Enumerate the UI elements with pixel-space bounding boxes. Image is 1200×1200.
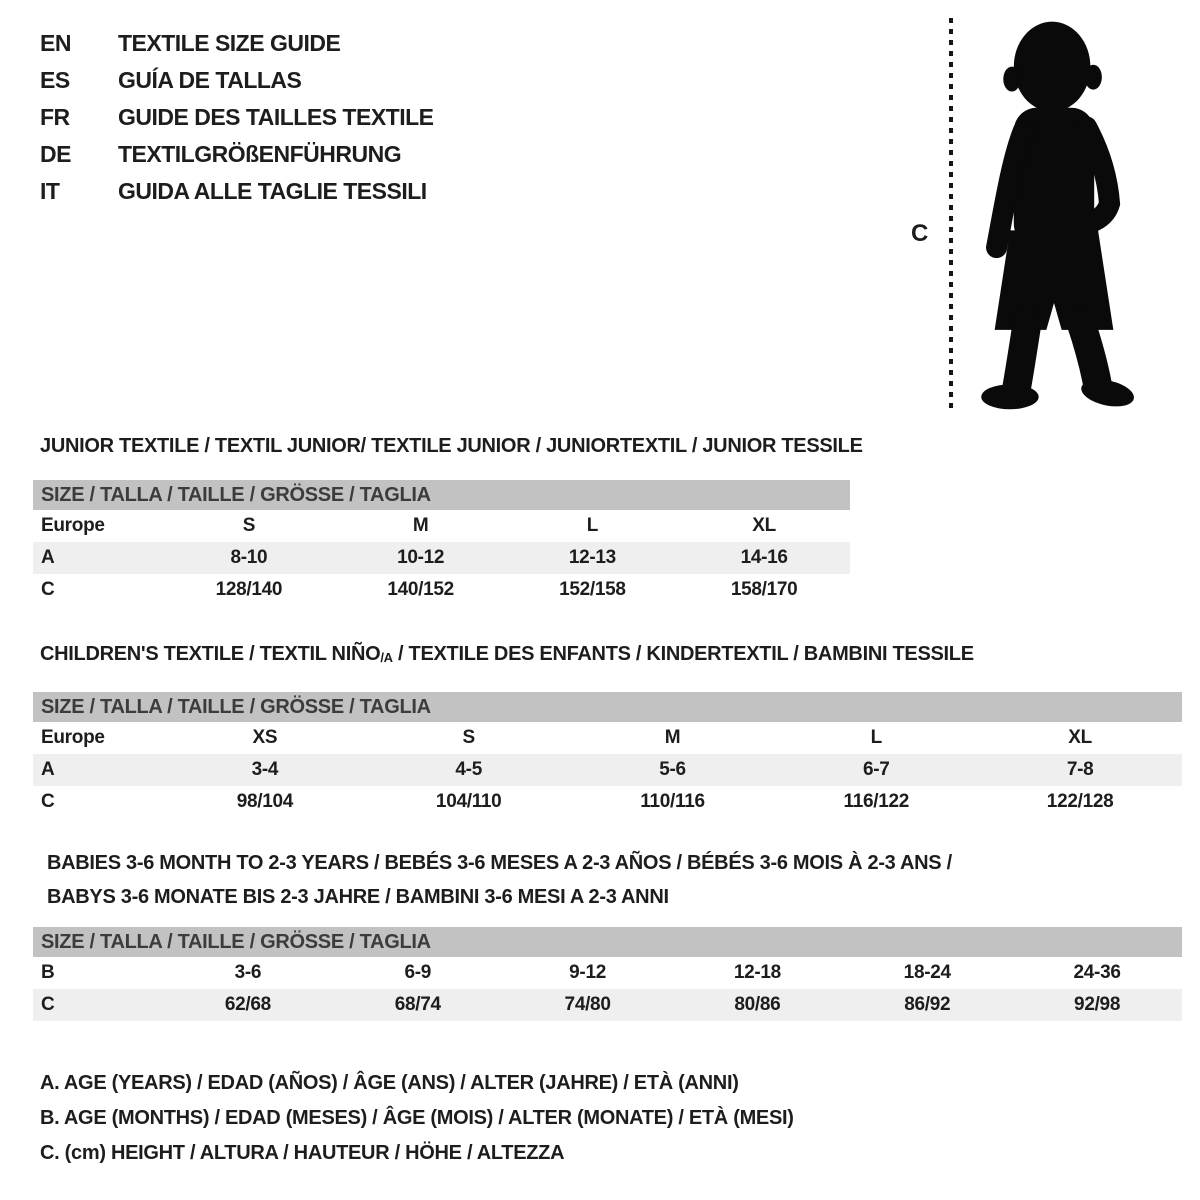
row-label: B	[41, 962, 55, 983]
table-cell: 92/98	[1074, 994, 1121, 1015]
table-cell: XL	[1068, 727, 1092, 748]
title-part: CHILDREN'S TEXTILE / TEXTIL NIÑO	[40, 643, 381, 665]
size-table-header: SIZE / TALLA / TAILLE / GRÖSSE / TAGLIA	[33, 927, 1182, 957]
size-table-header: SIZE / TALLA / TAILLE / GRÖSSE / TAGLIA	[33, 480, 850, 510]
toddler-silhouette-icon	[965, 14, 1143, 416]
language-row-fr	[40, 104, 434, 131]
table-cell: M	[412, 515, 429, 536]
height-dashed-line	[949, 18, 953, 414]
table-cell: 110/116	[640, 791, 705, 812]
table-row-age	[33, 542, 850, 574]
table-cell: 116/122	[843, 791, 910, 812]
table-cell: 24-36	[1073, 962, 1121, 983]
language-row-es	[40, 67, 434, 94]
table-row-europe	[33, 510, 850, 542]
children-textile-section	[33, 640, 1182, 818]
table-cell: 18-24	[903, 962, 951, 983]
children-section-title	[40, 640, 1182, 672]
row-label: C	[41, 579, 55, 600]
row-label: Europe	[41, 515, 105, 536]
table-cell: 62/68	[224, 994, 271, 1015]
table-row-age	[33, 754, 1182, 786]
table-cell: 9-12	[569, 962, 606, 983]
table-cell: 128/140	[215, 579, 283, 600]
table-row-months	[33, 957, 1182, 989]
table-cell: 4-5	[455, 759, 482, 780]
legend-line-c: C. (cm) HEIGHT / ALTURA / HAUTEUR / HÖHE / ALTEZZA	[40, 1142, 565, 1164]
title-subscript: /A	[380, 650, 393, 665]
language-code: IT	[40, 178, 60, 204]
guide-title-it: GUIDA ALLE TAGLIE TESSILI	[118, 178, 427, 204]
babies-size-table	[33, 927, 1182, 1021]
language-row-en	[40, 30, 434, 57]
table-cell: 3-4	[251, 759, 279, 780]
table-cell: 12-18	[733, 962, 781, 983]
table-row-europe	[33, 722, 1182, 754]
table-cell: 6-7	[863, 759, 890, 780]
measure-c-label: C	[911, 220, 929, 247]
table-cell: 158/170	[730, 579, 798, 600]
babies-textile-section	[33, 846, 1182, 1021]
row-label: A	[41, 547, 55, 568]
size-table-header: SIZE / TALLA / TAILLE / GRÖSSE / TAGLIA	[33, 692, 1182, 722]
legend-line-a: A. AGE (YEARS) / EDAD (AÑOS) / ÂGE (ANS) / ALTER (JAHRE) / ETÀ (ANNI)	[40, 1072, 739, 1094]
language-code: DE	[40, 141, 71, 167]
table-cell: 86/92	[904, 994, 951, 1015]
table-cell: 6-9	[404, 962, 432, 983]
legend-line-b: B. AGE (MONTHS) / EDAD (MESES) / ÂGE (MOIS) / ALTER (MONATE) / ETÀ (MESI)	[40, 1107, 794, 1129]
language-title-list	[40, 30, 434, 215]
table-row-height	[33, 786, 1182, 818]
junior-section-title: JUNIOR TEXTILE / TEXTIL JUNIOR/ TEXTILE JUNIOR / JUNIORTEXTIL / JUNIOR TESSILE	[40, 435, 863, 457]
table-cell: 74/80	[564, 994, 611, 1015]
table-cell: 152/158	[559, 579, 626, 600]
table-cell: L	[870, 727, 882, 748]
height-measure-figure	[905, 12, 1175, 422]
table-cell: 98/104	[236, 791, 294, 812]
table-cell: 7-8	[1066, 759, 1094, 780]
table-cell: 68/74	[394, 994, 441, 1015]
junior-size-table	[33, 480, 850, 606]
babies-title-line1: BABIES 3-6 MONTH TO 2-3 YEARS / BEBÉS 3-6 MESES A 2-3 AÑOS / BÉBÉS 3-6 MOIS À 2-3 ANS /	[47, 852, 952, 874]
guide-title-es: GUÍA DE TALLAS	[118, 67, 302, 93]
language-row-de	[40, 141, 434, 168]
guide-title-de: TEXTILGRÖßENFÜHRUNG	[118, 141, 402, 167]
table-cell: 5-6	[659, 759, 686, 780]
table-cell: XS	[252, 727, 278, 748]
table-cell: S	[242, 515, 256, 536]
row-label: Europe	[41, 727, 105, 748]
row-label: C	[41, 994, 55, 1015]
language-code: EN	[40, 30, 71, 56]
table-cell: 8-10	[230, 547, 268, 568]
table-cell: XL	[752, 515, 776, 536]
table-cell: 122/128	[1046, 791, 1114, 812]
children-size-table	[33, 692, 1182, 818]
language-row-it	[40, 178, 434, 205]
guide-title-en: TEXTILE SIZE GUIDE	[118, 30, 341, 56]
table-cell: 12-13	[568, 547, 616, 568]
row-label: A	[41, 759, 55, 780]
table-cell: 140/152	[387, 579, 454, 600]
measurement-legend	[40, 1066, 794, 1171]
table-cell: S	[462, 727, 475, 748]
table-cell: 14-16	[740, 547, 788, 568]
language-code: ES	[40, 67, 70, 93]
guide-title-fr: GUIDE DES TAILLES TEXTILE	[118, 104, 434, 130]
babies-section-title	[40, 846, 1182, 914]
table-cell: M	[664, 727, 681, 748]
table-cell: 104/110	[435, 791, 502, 812]
title-part: / TEXTILE DES ENFANTS / KINDERTEXTIL / BAMBINI TESSILE	[392, 643, 974, 665]
language-code: FR	[40, 104, 70, 130]
row-label: C	[41, 791, 55, 812]
table-cell: L	[586, 515, 599, 536]
table-row-height	[33, 574, 850, 606]
babies-title-line2: BABYS 3-6 MONATE BIS 2-3 JAHRE / BAMBINI 3-6 MESI A 2-3 ANNI	[47, 886, 669, 908]
table-cell: 10-12	[397, 547, 445, 568]
table-cell: 80/86	[734, 994, 781, 1015]
table-row-height	[33, 989, 1182, 1021]
junior-textile-section	[33, 432, 863, 606]
table-cell: 3-6	[234, 962, 262, 983]
